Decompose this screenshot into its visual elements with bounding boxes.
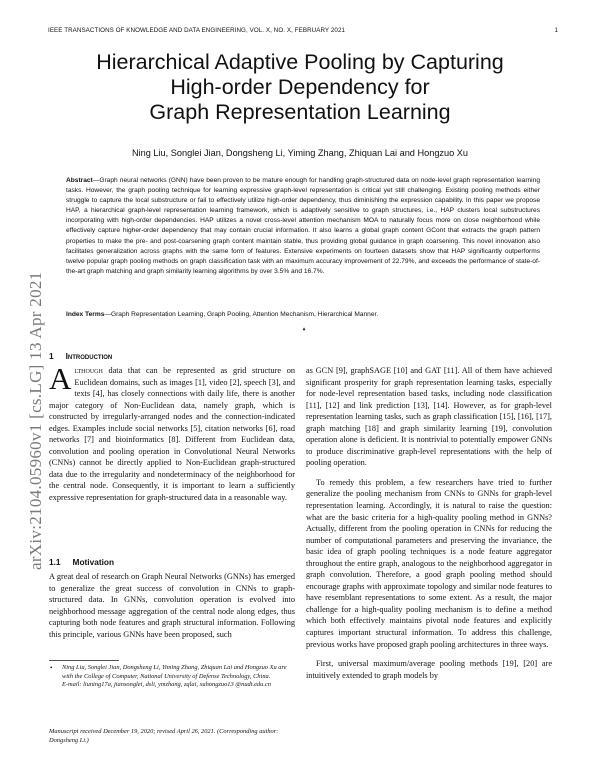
paragraph: To remedy this problem, a few researchers have tried to further generalize the pooling mechanism from CNNs to GNNs for graph-level representation learning. Accordingly, it is natural to raise the question: what are the basic criteria for a high-quality pooling method in GNNs? Actually, different from the pooling operation in CNNs for reducing the number of computational parameters and preserving the invariance, the basic idea of graph pooling techniques is a node feature aggregator throughout the entire graph, analogous to the neighborhood aggregator in graph convolution. Therefore, a good graph pooling method should encourage graphs with approximate topology and similar node features to have resemblant representations to some extent. As a result, the major challenge for a high-quality pooling mechanism is to define a method which both effectively maintains pivotal node features and explicitly captures important structural information. To address this challenge, previous works have proposed graph pooling architectures in three ways. [306,477,552,649]
title-line-2: High-order Dependency for [170,75,430,99]
arxiv-id: arXiv:2104.05960v1 [cs.LG] 13 Apr 2021 [26,271,45,570]
lead-word: lthough [74,366,103,375]
affiliation-footnote [62,664,292,690]
right-column [306,365,552,681]
section-separator: ♦ [302,327,308,333]
journal-header: IEEE TRANSACTIONS OF KNOWLEDGE AND DATA ENGINEERING, VOL. X, NO. X, FEBRUARY 2021 [48,27,346,34]
introduction-paragraph [49,361,295,504]
title-line-3: Graph Representation Learning [149,100,451,124]
index-terms [66,311,540,318]
affiliation-text: Ning Liu, Songlei Jian, Dongsheng Li, Yiming Zhang, Zhiquan Lai and Hongzuo Xu are with the College of Computer, National University of Defense Technology, China. [62,664,287,680]
arxiv-stamp [6,190,45,570]
drop-cap: A [49,361,72,396]
section-heading-introduction [49,351,112,361]
title-line-1: Hierarchical Adaptive Pooling by Capturing [96,50,504,74]
motivation-paragraph: A great deal of research on Graph Neural Networks (GNNs) has emerged to generalize the great success of convolution in CNNs to graph-structured data. In GNNs, convolution operation is evolved into neighborhood message aggregation of the central node along edges, thus capturing both node features and graph structural information. Following this principle, various GNNs have been proposed, such [49,572,295,639]
index-terms-label: Index Terms [66,311,105,318]
intro-text: data that can be represented as grid structure on Euclidean domains, such as images [1], video [2], speech [3], and texts [4], has closely connections with daily life, there is another major category of Non-Euclidean data, namely graph, which is constructed by irregularly-arranged nodes and the connection-indicated edges. Examples include social networks [5], citation networks [6], road networks [7] and bioinformatics [8]. Different from Euclidean data, convolution and pooling operation in Convolutional Neural Networks (CNNs) cannot be directly applied to Non-Euclidean graph-structured data due to the irregularity and nondeterminacy of the neighborhood for the central node. Consequently, it is important to learn a sufficiently expressive representation for graph-structured data in a reasonable way. [49,366,295,503]
abstract-label: Abstract [66,177,93,184]
footnote-bullet: • [50,664,53,672]
subsection-heading-motivation [49,557,114,567]
section-title: Introduction [65,351,113,361]
abstract [66,176,540,277]
index-terms-text: —Graph Representation Learning, Graph Pooling, Attention Mechanism, Hierarchical Manner. [104,311,379,318]
page-number: 1 [554,27,558,34]
subsection-title: Motivation [72,557,115,567]
author-list: Ning Liu, Songlei Jian, Dongsheng Li, Yiming Zhang, Zhiquan Lai and Hongzuo Xu [131,148,469,158]
email-text: E-mail: liuning17a, jiansonglei, dsli, ymzhang, zqlai, xuhongzuo13 @nudt.edu.cn [62,681,271,689]
running-header [48,27,558,34]
paragraph: First, universal maximum/average pooling methods [19], [20] are intuitively extended to graph models by [306,659,552,680]
section-number: 1 [49,351,54,361]
paper-title [40,50,560,125]
manuscript-note: Manuscript received December 19, 2020; revised April 26, 2021. (Corresponding author: Dongsheng Li.) [49,728,279,744]
paragraph: as GCN [9], graphSAGE [10] and GAT [11]. All of them have achieved significant prosperity for graph representation learning tasks, especially for node-level representation based tasks, including node classification [11], [12] and link prediction [13], [14]. However, as for graph-level representation learning tasks, such as graph classification [15], [16], [17], graph matching [18] and graph similarity learning [19], convolution operation alone is deficient. It is nontrivial to potentially empower GNNs to produce discriminative graph-level representations with the help of pooling operation. [306,366,552,468]
abstract-text: —Graph neural networks (GNN) have been proven to be mature enough for handling graph-structured data on node-level graph representation learning tasks. However, the graph pooling technique for learning expressive graph-level representation is critical yet still challenging. Existing pooling methods either struggle to capture the local substructure or fail to effectively utilize high-order dependency, thus diminishing the expression capability. In this paper we propose HAP, a hierarchical graph-level representation learning framework, which is adaptively sensitive to graph structures, i.e., HAP clusters local substructures incorporating with high-order dependencies. HAP utilizes a novel cross-level attention mechanism MOA to naturally focus more on close neighborhood while effectively capture higher-order dependency that may contain crucial information. It also learns a global graph content GCont that extracts the graph pattern properties to make the pre- and post-coarsening graph content maintain stable, thus providing global guidance in graph coarsening. This novel innovation also facilitates generalization across graphs with the same form of features. Extensive experiments on fourteen datasets show that HAP significantly outperforms twelve popular graph pooling methods on graph classification task with an maximum accuracy improvement of 22.79%, and exceeds the performance of state-of-the-art graph matching and graph similarity learning algorithms by over 3.5% and 16.7%. [66,177,540,275]
footnote-rule [49,660,119,661]
subsection-number: 1.1 [49,557,61,567]
